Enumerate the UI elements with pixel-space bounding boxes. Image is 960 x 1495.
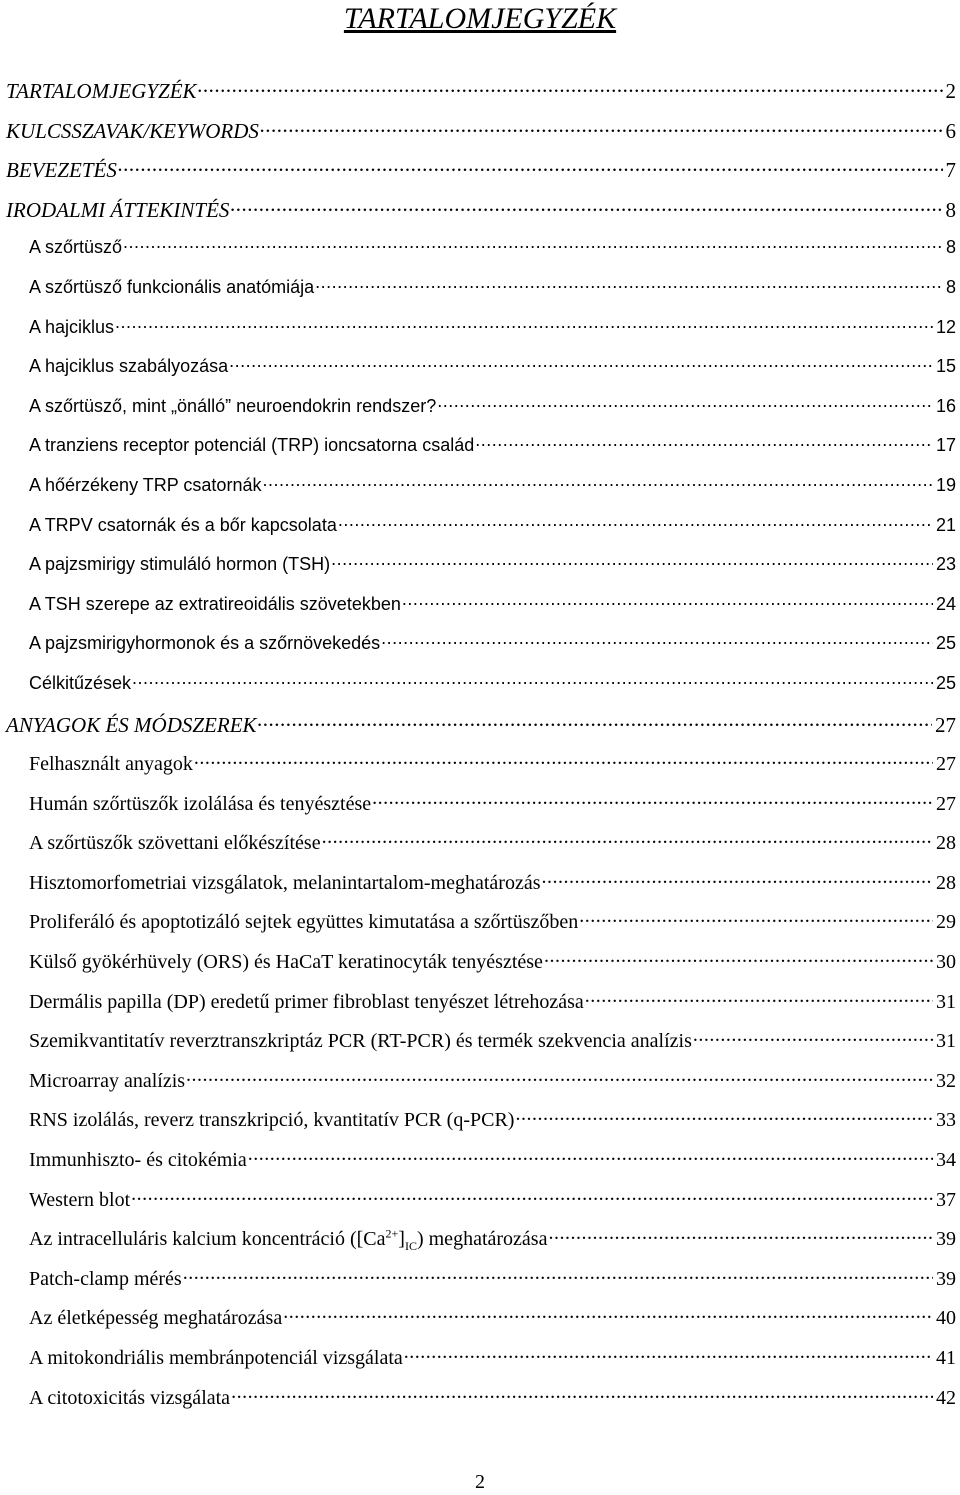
toc-entry[interactable] <box>0 275 960 315</box>
toc-entry-page: 21 <box>935 514 956 535</box>
dot-leader <box>123 235 943 253</box>
toc-entry-title: ANYAGOK ÉS MÓDSZEREK <box>6 712 257 737</box>
toc-entry[interactable] <box>0 908 960 948</box>
dot-leader <box>230 196 942 217</box>
toc-entry-title: A pajzsmirigyhormonok és a szőrnövekedés <box>29 633 381 654</box>
toc-entry-page: 28 <box>936 871 956 894</box>
toc-entry-page: 41 <box>936 1347 956 1369</box>
toc-entry-title: Western blot <box>29 1188 131 1211</box>
toc-entry-page: 31 <box>936 1030 956 1053</box>
dot-leader <box>262 473 933 491</box>
dot-leader <box>322 829 933 849</box>
dot-leader <box>248 1146 933 1166</box>
toc-entry[interactable] <box>0 473 960 513</box>
page-title: TARTALOMJEGYZÉK <box>343 2 617 35</box>
toc-entry-page: 28 <box>936 832 956 855</box>
toc-entry-title: KULCSSZAVAK/KEYWORDS <box>6 118 259 143</box>
dot-leader <box>579 908 933 928</box>
toc-entry[interactable] <box>0 631 960 671</box>
toc-entry[interactable] <box>0 117 960 157</box>
toc-entry[interactable] <box>0 592 960 632</box>
toc-entry[interactable] <box>0 1225 960 1265</box>
toc-entry[interactable] <box>0 235 960 275</box>
dot-leader <box>437 394 933 412</box>
toc-entry[interactable] <box>0 1146 960 1186</box>
toc-entry[interactable] <box>0 829 960 869</box>
toc-entry-title: Hisztomorfometriai vizsgálatok, melanintartalom-meghatározás <box>29 871 541 894</box>
dot-leader <box>548 1225 933 1245</box>
toc-entry-page: 40 <box>936 1307 956 1330</box>
dot-leader <box>118 156 943 177</box>
dot-leader <box>183 1265 933 1285</box>
toc-entry-title: A szőrtüsző funkcionális anatómiája <box>29 276 315 297</box>
toc-entry-title: Immunhiszto- és citokémia <box>29 1149 247 1172</box>
toc-entry-page: 27 <box>935 712 956 737</box>
toc-entry-page: 32 <box>936 1069 956 1092</box>
toc-entry-title: IRODALMI ÁTTEKINTÉS <box>6 197 230 222</box>
dot-leader <box>198 77 943 98</box>
dot-leader <box>693 1027 933 1047</box>
toc-entry[interactable] <box>0 394 960 434</box>
toc-entry[interactable] <box>0 948 960 988</box>
toc-entry-page: 33 <box>936 1109 956 1132</box>
toc-entry-page: 15 <box>935 356 956 377</box>
toc-entry-title: BEVEZETÉS <box>6 158 117 183</box>
toc-entry[interactable] <box>0 196 960 236</box>
toc-entry-page: 37 <box>936 1188 956 1211</box>
toc-entry-title: Proliferáló és apoptotizáló sejtek együttes kimutatása a szőrtüszőben <box>29 911 579 934</box>
toc-entry[interactable] <box>0 1027 960 1067</box>
toc-entry-page: 7 <box>945 158 956 183</box>
toc-entry[interactable] <box>0 1265 960 1305</box>
toc-entry-page: 2 <box>945 79 956 103</box>
toc-entry-page: 25 <box>935 633 956 654</box>
toc-entry-title: A hajciklus <box>29 316 115 337</box>
toc-entry-page: 16 <box>935 395 956 416</box>
dot-leader <box>258 711 932 732</box>
toc-entry-title: Dermális papilla (DP) eredetű primer fibroblast tenyészet létrehozása <box>29 990 584 1013</box>
toc-entry-title: TARTALOMJEGYZÉK <box>6 79 197 103</box>
toc-entry[interactable] <box>0 1304 960 1344</box>
toc-entry[interactable] <box>0 750 960 790</box>
toc-entry[interactable] <box>0 315 960 355</box>
toc-entry-page: 30 <box>936 951 956 974</box>
toc-entry-page: 29 <box>936 911 956 934</box>
dot-leader <box>131 1186 933 1206</box>
dot-leader <box>338 513 933 531</box>
toc-entry-title: A hajciklus szabályozása <box>29 356 229 377</box>
toc-entry-page: 31 <box>936 990 956 1013</box>
toc-entry-page: 34 <box>936 1149 956 1172</box>
toc-entry-title: A hőérzékeny TRP csatornák <box>29 474 262 495</box>
toc-entry[interactable] <box>0 1106 960 1146</box>
dot-leader <box>229 354 933 372</box>
dot-leader <box>585 988 933 1008</box>
toc-entry-page: 42 <box>936 1386 956 1409</box>
toc-entry-page: 39 <box>936 1228 956 1251</box>
toc-entry-page: 25 <box>935 672 956 693</box>
toc-entry-page: 27 <box>936 792 956 815</box>
toc-entry[interactable] <box>0 790 960 830</box>
toc-entry-title-subscript: IC <box>404 1239 417 1254</box>
toc-entry-title-part: ) meghatározása <box>416 1228 548 1251</box>
toc-entry-page: 12 <box>935 316 956 337</box>
toc-entry[interactable] <box>0 1344 960 1384</box>
toc-entry[interactable] <box>0 77 960 117</box>
toc-entry-title-superscript: 2+ <box>385 1226 399 1241</box>
toc-entry[interactable] <box>0 1067 960 1107</box>
toc-entry[interactable] <box>0 671 960 711</box>
dot-leader <box>315 275 943 293</box>
toc-entry-title: Microarray analízis <box>29 1069 186 1092</box>
dot-leader <box>283 1304 933 1324</box>
toc-entry-title: A citotoxicitás vizsgálata <box>29 1386 231 1409</box>
toc-entry-page: 24 <box>935 593 956 614</box>
toc-entry[interactable] <box>0 513 960 553</box>
table-of-contents <box>0 77 960 1423</box>
toc-entry[interactable] <box>0 354 960 394</box>
dot-leader <box>404 1344 933 1364</box>
toc-entry-title: Szemikvantitatív reverztranszkriptáz PCR (RT-PCR) és termék szekvencia analízis <box>29 1030 692 1053</box>
dot-leader <box>331 552 933 570</box>
toc-entry-page: 8 <box>945 237 956 258</box>
toc-entry-title: A szőrtüszők szövettani előkészítése <box>29 832 321 855</box>
toc-entry[interactable] <box>0 869 960 909</box>
dot-leader <box>194 750 933 770</box>
toc-entry-title: A szőrtüsző <box>29 237 123 258</box>
toc-entry-page: 19 <box>935 474 956 495</box>
toc-entry-page: 8 <box>945 197 956 222</box>
toc-entry-title: A pajzsmirigy stimuláló hormon (TSH) <box>29 554 331 575</box>
dot-leader <box>231 1384 933 1404</box>
toc-entry-title: A szőrtüsző, mint „önálló” neuroendokrin rendszer? <box>29 395 437 416</box>
dot-leader <box>372 790 933 810</box>
dot-leader <box>541 869 933 889</box>
dot-leader <box>515 1106 933 1126</box>
toc-entry-title: Célkitűzések <box>29 672 132 693</box>
toc-entry-title: A mitokondriális membránpotenciál vizsgálata <box>29 1347 403 1369</box>
toc-entry-title-part: ] <box>398 1228 405 1251</box>
toc-entry-title: Külső gyökérhüvely (ORS) és HaCaT keratinocyták tenyésztése <box>29 951 543 974</box>
dot-leader <box>381 631 933 649</box>
toc-entry[interactable] <box>0 1384 960 1424</box>
toc-entry-title: Patch-clamp mérés <box>29 1267 182 1290</box>
toc-entry-title: Humán szőrtüszők izolálása és tenyésztése <box>29 792 372 815</box>
toc-entry[interactable] <box>0 433 960 473</box>
toc-entry-title: A TRPV csatornák és a bőr kapcsolata <box>29 514 337 535</box>
page-number: 2 <box>475 1471 485 1493</box>
toc-entry-title: A tranziens receptor potenciál (TRP) ioncsatorna család <box>29 435 475 456</box>
dot-leader <box>475 433 933 451</box>
toc-entry-page: 23 <box>935 554 956 575</box>
toc-entry-page: 8 <box>945 276 956 297</box>
dot-leader <box>115 315 933 333</box>
toc-entry[interactable] <box>0 711 960 751</box>
toc-entry[interactable] <box>0 988 960 1028</box>
toc-entry-page: 27 <box>936 753 956 776</box>
toc-entry-title: Felhasznált anyagok <box>29 753 193 776</box>
dot-leader <box>402 592 933 610</box>
toc-entry[interactable] <box>0 156 960 196</box>
toc-entry-title: A TSH szerepe az extratireoidális szövetekben <box>29 593 401 614</box>
dot-leader <box>186 1067 933 1087</box>
toc-entry-page: 39 <box>936 1267 956 1290</box>
toc-entry[interactable] <box>0 552 960 592</box>
toc-entry-page: 17 <box>935 435 956 456</box>
dot-leader <box>132 671 933 689</box>
toc-entry[interactable] <box>0 1186 960 1226</box>
toc-entry-title: Az életképesség meghatározása <box>29 1307 283 1330</box>
toc-entry-page: 6 <box>945 118 956 143</box>
dot-leader <box>544 948 933 968</box>
toc-entry-title <box>29 1226 548 1254</box>
toc-entry-title: RNS izolálás, reverz transzkripció, kvantitatív PCR (q-PCR) <box>29 1109 515 1132</box>
toc-entry-title-part: Az intracelluláris kalcium koncentráció ([Ca <box>29 1228 386 1251</box>
dot-leader <box>260 117 943 138</box>
